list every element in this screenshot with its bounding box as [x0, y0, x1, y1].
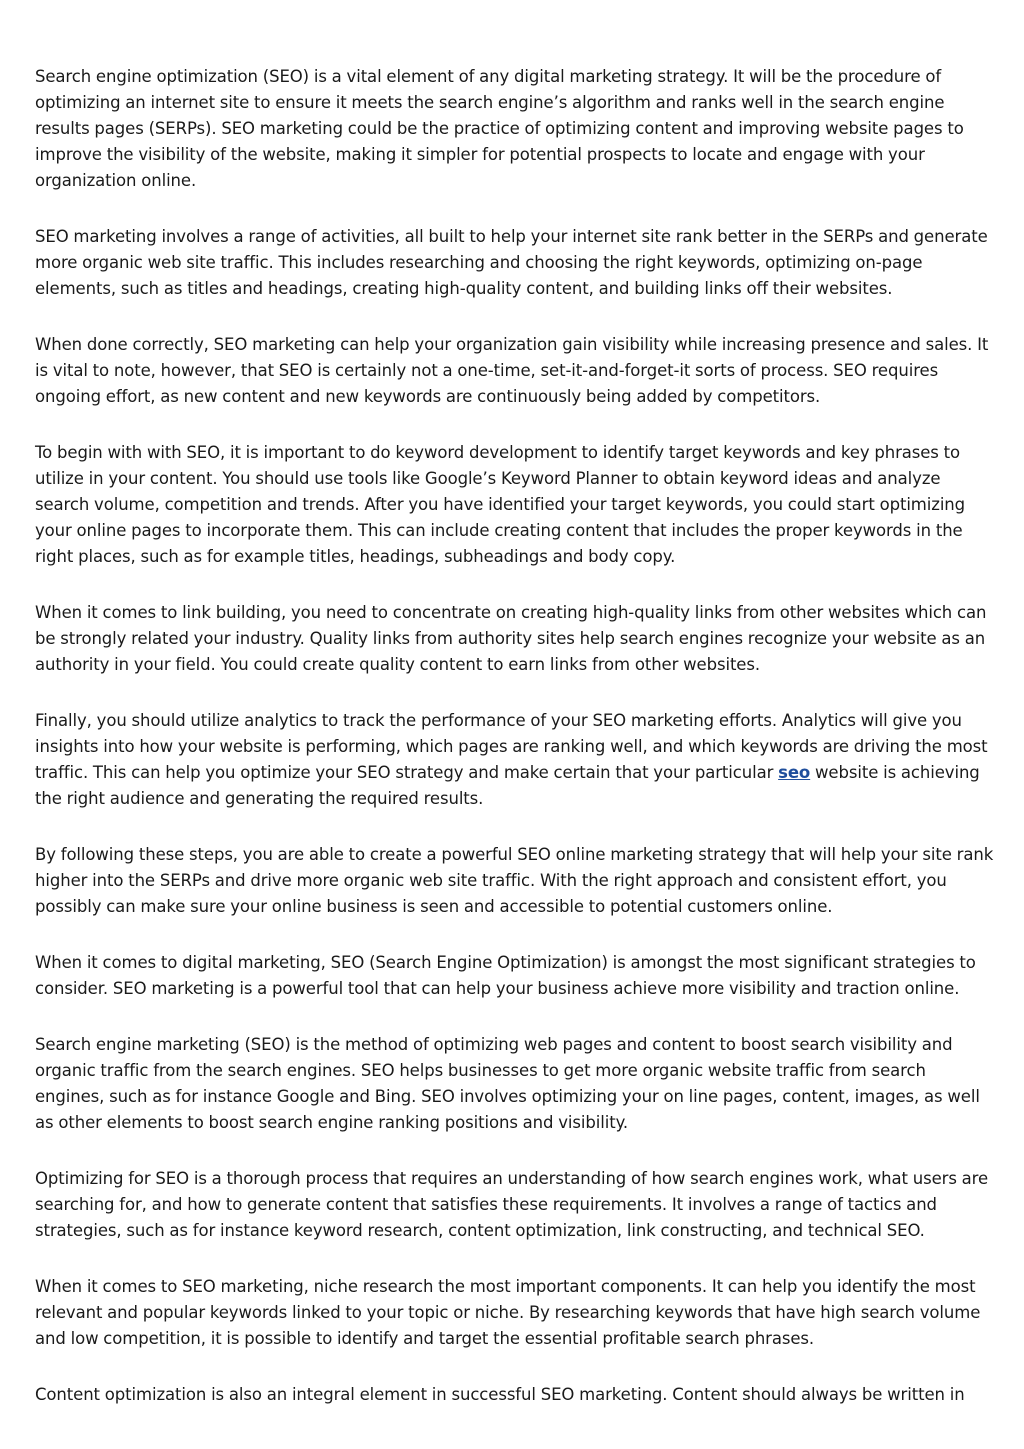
paragraph-analytics-text-after: website is achieving the right audience and generating the required results.: [35, 763, 980, 808]
paragraph-link-building: When it comes to link building, you need to concentrate on creating high-quality links from other websites which can be strongly related your industry. Quality links from authority sites help search engines recognize your website as an authority in your field. You could create quality content to earn links from other websites.: [35, 603, 987, 674]
paragraph-content-optimization: Content optimization is also an integral element in successful SEO marketing. Content should always be written in: [35, 1385, 965, 1404]
paragraph-done-correctly: When done correctly, SEO marketing can help your organization gain visibility while increasing presence and sales. It is vital to note, however, that SEO is certainly not a one-time, set-it-and-forget-it sorts of process. SEO requires ongoing effort, as new content and new keywords are continuously being added by competitors.: [35, 335, 989, 406]
paragraph-keyword-development: To begin with with SEO, it is important to do keyword development to identify target keywords and key phrases to utilize in your content. You should use tools like Google’s Keyword Planner to obtain keyword ideas and analyze search volume, competition and trends. After you have identified your target keywords, you could start optimizing your online pages to incorporate them. This can include creating content that includes the proper keywords in the right places, such as for example titles, headings, subheadings and body copy.: [35, 443, 966, 566]
paragraph-seo-activities: SEO marketing involves a range of activities, all built to help your internet site rank better in the SERPs and generate more organic web site traffic. This includes researching and choosing the right keywords, optimizing on-page elements, such as titles and headings, creating high-quality content, and building links off their websites.: [35, 227, 988, 298]
paragraph-niche-research: When it comes to SEO marketing, niche research the most important components. It can help you identify the most relevant and popular keywords linked to your topic or niche. By researching keywords that have high search volume and low competition, it is possible to identify and target the essential profitable search phrases.: [35, 1277, 981, 1348]
paragraph-analytics-text-before: Finally, you should utilize analytics to track the performance of your SEO marketing efforts. Analytics will give you insights into how your website is performing, which pages are ranking well, and which keywords are driving the most traffic. This can help you optimize your SEO strategy and make certain that your particular: [35, 711, 988, 782]
paragraph-following-steps: By following these steps, you are able to create a powerful SEO online marketing strategy that will help your site rank higher into the SERPs and drive more organic web site traffic. With the right approach and consistent effort, you possibly can make sure your online business is seen and accessible to potential customers online.: [35, 845, 994, 916]
paragraph-optimizing-for-seo: Optimizing for SEO is a thorough process that requires an understanding of how search engines work, what users are searching for, and how to generate content that satisfies these requirements. It involves a range of tactics and strategies, such as for instance keyword research, content optimization, link constructing, and technical SEO.: [35, 1169, 989, 1240]
paragraph-analytics: [35, 708, 995, 812]
paragraph-seo-intro: Search engine optimization (SEO) is a vital element of any digital marketing strategy. It will be the procedure of optimizing an internet site to ensure it meets the search engine’s algorithm and ranks well in the search engine results pages (SERPs). SEO marketing could be the practice of optimizing content and improving website pages to improve the visibility of the website, making it simpler for potential prospects to locate and engage with your organization online.: [35, 67, 964, 190]
paragraph-search-engine-marketing: Search engine marketing (SEO) is the method of optimizing web pages and content to boost search visibility and organic traffic from the search engines. SEO helps businesses to get more organic website traffic from search engines, such as for instance Google and Bing. SEO involves optimizing your on line pages, content, images, as well as other elements to boost search engine ranking positions and visibility.: [35, 1035, 980, 1132]
paragraph-digital-marketing: When it comes to digital marketing, SEO (Search Engine Optimization) is amongst the most significant strategies to consider. SEO marketing is a powerful tool that can help your business achieve more visibility and traction online.: [35, 953, 976, 998]
seo-link[interactable]: seo: [778, 763, 811, 782]
document-body: [35, 64, 995, 1438]
